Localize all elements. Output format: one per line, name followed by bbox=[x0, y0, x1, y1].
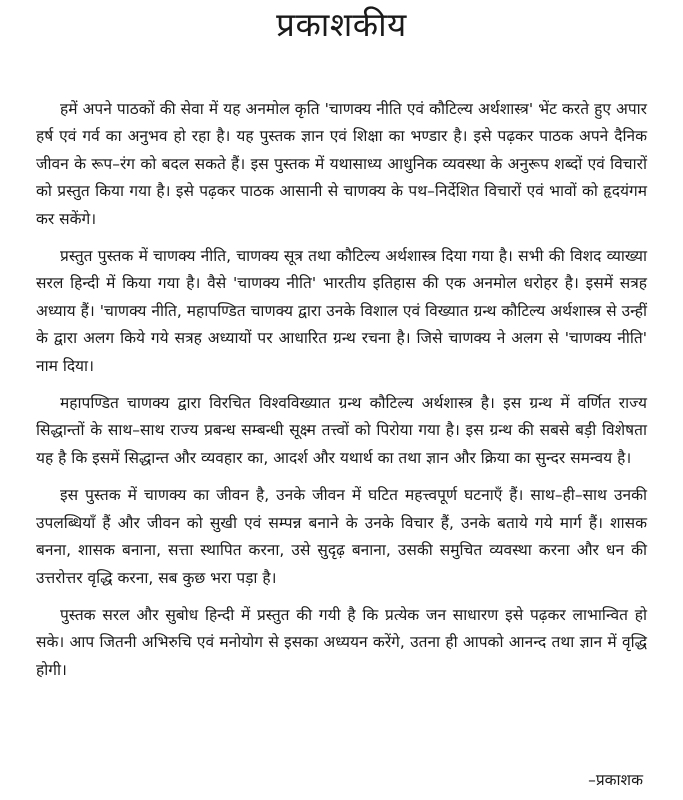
page-title: प्रकाशकीय bbox=[276, 5, 407, 44]
publisher-signature: –प्रकाशक bbox=[588, 771, 643, 789]
paragraph-3: महापण्डित चाणक्य द्वारा विरचित विश्वविख्यात ग्रन्थ कौटिल्य अर्थशास्त्र है। इस ग्रन्थ में वर्णित राज्य सिद्धान्तों के साथ–साथ राज्य प्रबन्ध सम्बन्धी सूक्ष्म तत्त्वों को पिरोया गया है। इस ग्रन्थ की सबसे बड़ी विशेषता यह है कि इसमें सिद्धान्त और व्यवहार का, आदर्श और यथार्थ का तथा ज्ञान और क्रिया का सुन्दर समन्वय है। bbox=[36, 394, 647, 467]
paragraph-4: इस पुस्तक में चाणक्य का जीवन है, उनके जीवन में घटित महत्त्वपूर्ण घटनाएँ हैं। साथ–ही–साथ उनकी उपलब्धियाँ हैं और जीवन को सुखी एवं सम्पन्न बनाने के उनके विचार हैं, उनके बताये गये मार्ग हैं। शासक बनना, शासक बनाना, सत्ता स्थापित करना, उसे सुदृढ़ बनाना, उसकी समुचित व्यवस्था करना और धन की उत्तरोत्तर वृद्धि करना, सब कुछ भरा पड़ा है। bbox=[36, 486, 647, 587]
paragraph-5: पुस्तक सरल और सुबोध हिन्दी में प्रस्तुत की गयी है कि प्रत्येक जन साधारण इसे पढ़कर लाभान्वित हो सके। आप जितनी अभिरुचि एवं मनोयोग से इसका अध्ययन करेंगे, उतना ही आपको आनन्द तथा ज्ञान में वृद्धि होगी। bbox=[36, 605, 647, 679]
body-text bbox=[36, 96, 647, 694]
paragraph-1: हमें अपने पाठकों की सेवा में यह अनमोल कृति 'चाणक्य नीति एवं कौटिल्य अर्थशास्त्र' भेंट करते हुए अपार हर्ष एवं गर्व का अनुभव हो रहा है। यह पुस्तक ज्ञान एवं शिक्षा का भण्डार है। इसे पढ़कर पाठक अपने दैनिक जीवन के रूप–रंग को बदल सकते हैं। इस पुस्तक में यथासाध्य आधुनिक व्यवस्था के अनुरूप शब्दों एवं विचारों को प्रस्तुत किया गया है। इसे पढ़कर पाठक आसानी से चाणक्य के पथ–निर्देशित विचारों एवं भावों को हृदयंगम कर सकेंगे। bbox=[36, 100, 647, 228]
paragraph-2: प्रस्तुत पुस्तक में चाणक्य नीति, चाणक्य सूत्र तथा कौटिल्य अर्थशास्त्र दिया गया है। सभी की विशद व्याख्या सरल हिन्दी में किया गया है। वैसे 'चाणक्य नीति' भारतीय इतिहास की एक अनमोल धरोहर है। इसमें सत्रह अध्याय हैं। 'चाणक्य नीति, महापण्डित चाणक्य द्वारा उनके विशाल एवं विख्यात ग्रन्थ कौटिल्य अर्थशास्त्र से उन्हीं के द्वारा अलग किये गये सत्रह अध्यायों पर आधारित ग्रन्थ रचना है। जिसे चाणक्य ने अलग से 'चाणक्य नीति' नाम दिया। bbox=[36, 247, 647, 375]
